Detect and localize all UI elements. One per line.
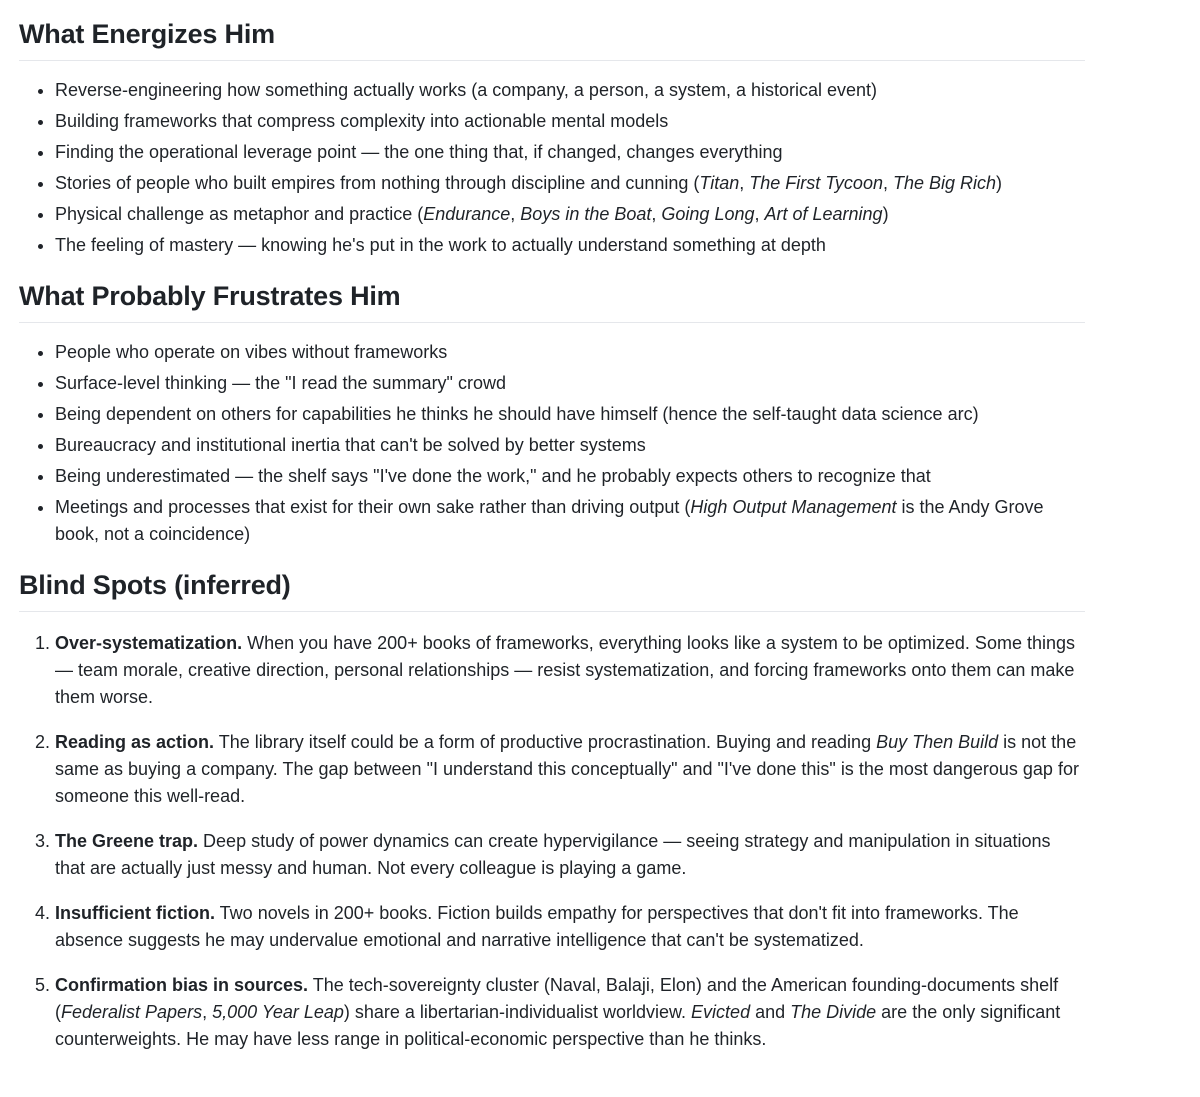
section-heading-blindspots: Blind Spots (inferred) (19, 568, 1085, 612)
item-lead: Over-systematization. (55, 633, 243, 653)
book-title: High Output Management (690, 497, 897, 517)
list-item: • Building frameworks that compress complexity into actionable mental models (55, 108, 1085, 135)
list-item: • Reverse-engineering how something actually works (a company, a person, a system, a historical event) (55, 77, 1085, 104)
book-title: Boys in the Boat (520, 204, 652, 224)
item-lead: Confirmation bias in sources. (55, 975, 309, 995)
blindspots-list (19, 630, 1085, 1053)
list-item: • Finding the operational leverage point — the one thing that, if changed, changes everything (55, 139, 1085, 166)
book-title: The First Tycoon (749, 173, 883, 193)
book-title: Evicted (691, 1002, 751, 1022)
list-item: • Being underestimated — the shelf says "I've done the work," and he probably expects others to recognize that (55, 463, 1085, 490)
list-item: • Being dependent on others for capabilities he thinks he should have himself (hence the self-taught data science arc) (55, 401, 1085, 428)
book-title: Titan (699, 173, 740, 193)
list-item: • The feeling of mastery — knowing he's put in the work to actually understand something at depth (55, 232, 1085, 259)
list-item: 2. Reading as action. The library itself could be a form of productive procrastination. Buying and reading Buy Then Build is not the same as buying a company. The gap between "I understand this conceptually" and "I've done this" is the most dangerous gap for someone this well-read. (55, 729, 1085, 810)
book-title: 5,000 Year Leap (212, 1002, 344, 1022)
item-lead: The Greene trap. (55, 831, 199, 851)
book-title: Federalist Papers (61, 1002, 203, 1022)
item-lead: Reading as action. (55, 732, 215, 752)
section-heading-energizes: What Energizes Him (19, 0, 1085, 61)
list-item: • Physical challenge as metaphor and practice (Endurance, Boys in the Boat, Going Long, Art of Learning) (55, 201, 1085, 228)
book-title: The Big Rich (892, 173, 997, 193)
energizes-list (19, 77, 1085, 259)
book-title: Going Long (661, 204, 755, 224)
list-item: • Stories of people who built empires from nothing through discipline and cunning (Titan, The First Tycoon, The Big Rich) (55, 170, 1085, 197)
list-item: • Meetings and processes that exist for their own sake rather than driving output (High Output Management is the Andy Grove book, not a coincidence) (55, 494, 1085, 548)
list-item: 4. Insufficient fiction. Two novels in 200+ books. Fiction builds empathy for perspectives that don't fit into frameworks. The absence suggests he may undervalue emotional and narrative intelligence that can't be systematized. (55, 900, 1085, 954)
frustrates-list (19, 339, 1085, 548)
list-item: 5. Confirmation bias in sources. The tech-sovereignty cluster (Naval, Balaji, Elon) and the American founding-documents shelf (Federalist Papers, 5,000 Year Leap) share a libertarian-individualist worldview. Evicted and The Divide are the only significant counterweights. He may have less range in political-economic perspective than he thinks. (55, 972, 1085, 1053)
list-item: • Surface-level thinking — the "I read the summary" crowd (55, 370, 1085, 397)
book-title: The Divide (790, 1002, 877, 1022)
item-lead: Insufficient fiction. (55, 903, 215, 923)
book-title: Endurance (423, 204, 511, 224)
book-title: Buy Then Build (876, 732, 999, 752)
section-heading-frustrates: What Probably Frustrates Him (19, 279, 1085, 323)
list-item: • Bureaucracy and institutional inertia that can't be solved by better systems (55, 432, 1085, 459)
list-item: 1. Over-systematization. When you have 200+ books of frameworks, everything looks like a system to be optimized. Some things — team morale, creative direction, personal relationships — resist systematization, and forcing frameworks onto them can make them worse. (55, 630, 1085, 711)
list-item: • People who operate on vibes without frameworks (55, 339, 1085, 366)
book-title: Art of Learning (764, 204, 883, 224)
list-item: 3. The Greene trap. Deep study of power dynamics can create hypervigilance — seeing strategy and manipulation in situations that are actually just messy and human. Not every colleague is playing a game. (55, 828, 1085, 882)
